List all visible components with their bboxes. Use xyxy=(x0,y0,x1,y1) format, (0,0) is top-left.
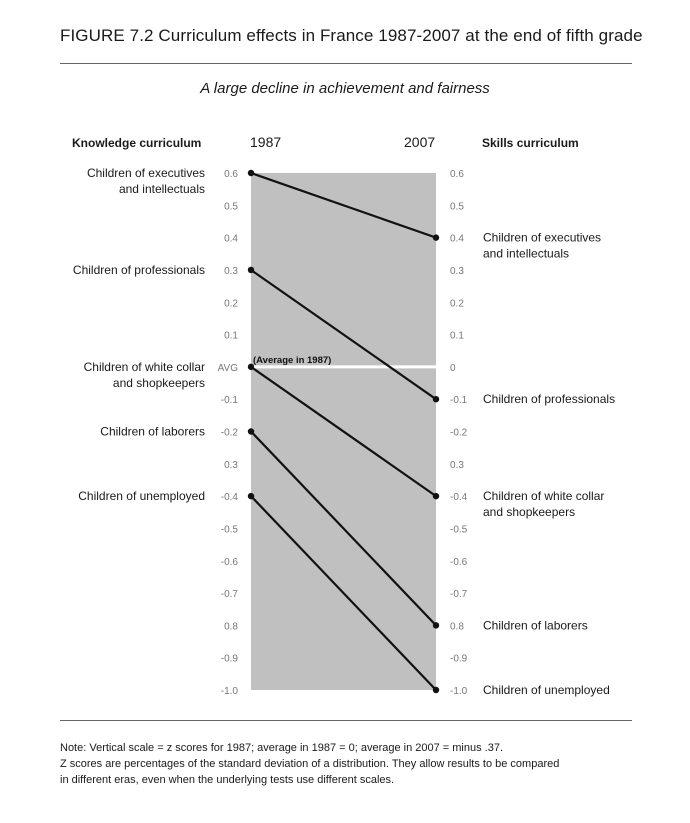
year-1987-label: 1987 xyxy=(250,134,282,150)
left-tick-label: -0.5 xyxy=(220,524,238,536)
note-line: in different eras, even when the underlying tests use different scales. xyxy=(60,774,395,786)
series-point xyxy=(248,364,254,370)
right-tick-label: -0.9 xyxy=(450,653,468,665)
series-point xyxy=(433,622,439,628)
series-left-label: Children of laborers xyxy=(100,424,205,439)
left-tick-label: -0.9 xyxy=(220,653,238,665)
series-right-label: Children of professionals xyxy=(483,392,616,407)
series-left-label: and shopkeepers xyxy=(112,375,205,390)
left-tick-label: 0.1 xyxy=(224,330,238,342)
left-tick-label: -0.6 xyxy=(220,556,238,568)
right-tick-label: -0.6 xyxy=(450,556,468,568)
left-tick-label: 0.5 xyxy=(224,201,238,213)
series-left-label: Children of white collar xyxy=(83,359,205,374)
left-tick-label: -0.4 xyxy=(220,492,238,504)
bottom-rule xyxy=(60,720,632,721)
right-header: Skills curriculum xyxy=(482,136,579,150)
left-tick-label: -1.0 xyxy=(220,686,238,697)
left-tick-label: 0.6 xyxy=(224,169,238,180)
right-tick-label: 0.3 xyxy=(450,265,464,277)
right-tick-label: -1.0 xyxy=(450,686,468,697)
series-point xyxy=(248,428,254,434)
right-tick-label: 0 xyxy=(450,362,456,374)
left-tick-label: 0.3 xyxy=(224,459,238,471)
series-point xyxy=(433,234,439,240)
right-tick-label: 0.2 xyxy=(450,298,464,310)
year-2007-label: 2007 xyxy=(404,134,436,150)
chart-note xyxy=(60,740,640,788)
series-right-label: Children of white collar xyxy=(483,489,605,504)
series-point xyxy=(433,687,439,693)
right-tick-label: -0.1 xyxy=(450,395,468,407)
chart-subtitle: A large decline in achievement and fairness xyxy=(200,80,490,97)
note-line: Note: Vertical scale = z scores for 1987; average in 1987 = 0; average in 2007 = minus .37. xyxy=(60,742,504,754)
left-tick-label: -0.7 xyxy=(220,589,238,601)
series-point xyxy=(248,493,254,499)
series-right-label: and shopkeepers xyxy=(483,505,576,520)
series-point xyxy=(433,396,439,402)
right-tick-label: -0.5 xyxy=(450,524,468,536)
series-point xyxy=(248,267,254,273)
series-point xyxy=(248,170,254,176)
right-tick-label: 0.8 xyxy=(450,621,464,633)
series-right-label: Children of laborers xyxy=(483,618,588,633)
right-tick-label: -0.7 xyxy=(450,589,468,601)
left-tick-label: 0.3 xyxy=(224,265,238,277)
series-right-label: Children of executives xyxy=(483,230,602,245)
right-tick-label: -0.4 xyxy=(450,492,468,504)
series-left-label: and intellectuals xyxy=(118,182,205,196)
right-tick-label: 0.3 xyxy=(450,459,464,471)
right-tick-label: 0.4 xyxy=(450,233,464,245)
right-tick-label: 0.1 xyxy=(450,330,464,342)
left-tick-label: 0.4 xyxy=(224,233,238,245)
series-right-label: Children of unemployed xyxy=(483,683,610,697)
series-left-label: Children of unemployed xyxy=(78,489,205,504)
right-tick-label: 0.6 xyxy=(450,169,464,180)
note-line: Z scores are percentages of the standard deviation of a distribution. They allow results to be compared xyxy=(60,758,560,770)
left-tick-label: 0.2 xyxy=(224,298,238,310)
series-left-label: Children of professionals xyxy=(72,262,205,277)
series-right-label: and intellectuals xyxy=(483,246,570,261)
right-tick-label: 0.5 xyxy=(450,201,464,213)
reference-label: (Average in 1987) xyxy=(253,354,332,366)
left-tick-label: 0.8 xyxy=(224,621,238,633)
left-tick-label: -0.2 xyxy=(220,427,238,439)
left-header: Knowledge curriculum xyxy=(72,136,202,150)
left-tick-label: AVG xyxy=(217,362,238,374)
series-left-label: Children of executives xyxy=(86,166,205,180)
series-point xyxy=(433,493,439,499)
right-tick-label: -0.2 xyxy=(450,427,468,439)
left-tick-label: -0.1 xyxy=(220,395,238,407)
figure-title: FIGURE 7.2 Curriculum effects in France 1987-2007 at the end of fifth grade xyxy=(60,26,643,45)
